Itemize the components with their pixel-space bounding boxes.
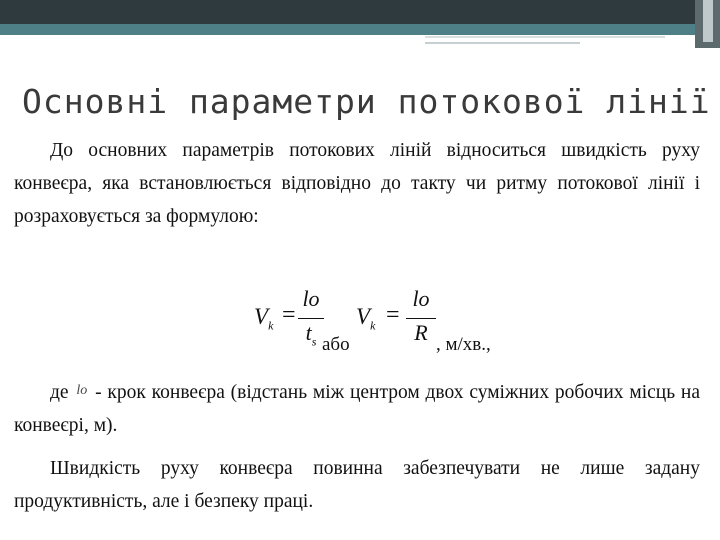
formula-numerator-1: lo — [302, 286, 320, 311]
formula-v: V — [356, 304, 371, 329]
fraction-bar — [298, 318, 324, 319]
formula-equals: = — [282, 302, 296, 328]
top-band-line — [425, 42, 580, 44]
definition-prefix: де — [50, 382, 69, 403]
formula-sub: s — [311, 334, 317, 349]
paragraph-definition — [14, 374, 700, 442]
formula — [250, 282, 550, 362]
formula-vk-2 — [356, 304, 375, 334]
formula-v: V — [254, 304, 269, 329]
definition-text: - крок конвеєра (відстань між центром двох суміжних робочих місць на конвеєрі, м). — [14, 382, 700, 436]
formula-denominator-1 — [298, 320, 324, 349]
top-band-dark — [0, 0, 720, 24]
top-band-teal — [0, 24, 720, 35]
definition-symbol: lo — [76, 383, 88, 398]
formula-numerator-2: lo — [412, 286, 430, 311]
formula-t: t — [305, 320, 312, 345]
formula-vk-1 — [254, 304, 273, 334]
formula-units: , м/хв., — [436, 334, 491, 355]
paragraph-intro: До основних параметрів потокових ліній відноситься швидкість руху конвеєра, яка встановлюється відповідно до такту чи ритму потокової лінії і розраховується за формулою: — [14, 140, 700, 227]
slide-title: Основні параметри потокової лінії — [22, 82, 711, 121]
top-band-line — [425, 36, 665, 38]
formula-sub: k — [370, 318, 376, 333]
paragraph-conclusion: Швидкість руху конвеєра повинна забезпечувати не лише задану продуктивність, але і безпеку праці. — [14, 458, 700, 512]
formula-equals: = — [386, 302, 400, 328]
corner-decor-inner — [703, 0, 713, 42]
formula-denominator-2: R — [414, 320, 428, 345]
fraction-bar — [406, 318, 436, 319]
formula-connector: або — [322, 334, 350, 355]
formula-sub: k — [268, 318, 274, 333]
